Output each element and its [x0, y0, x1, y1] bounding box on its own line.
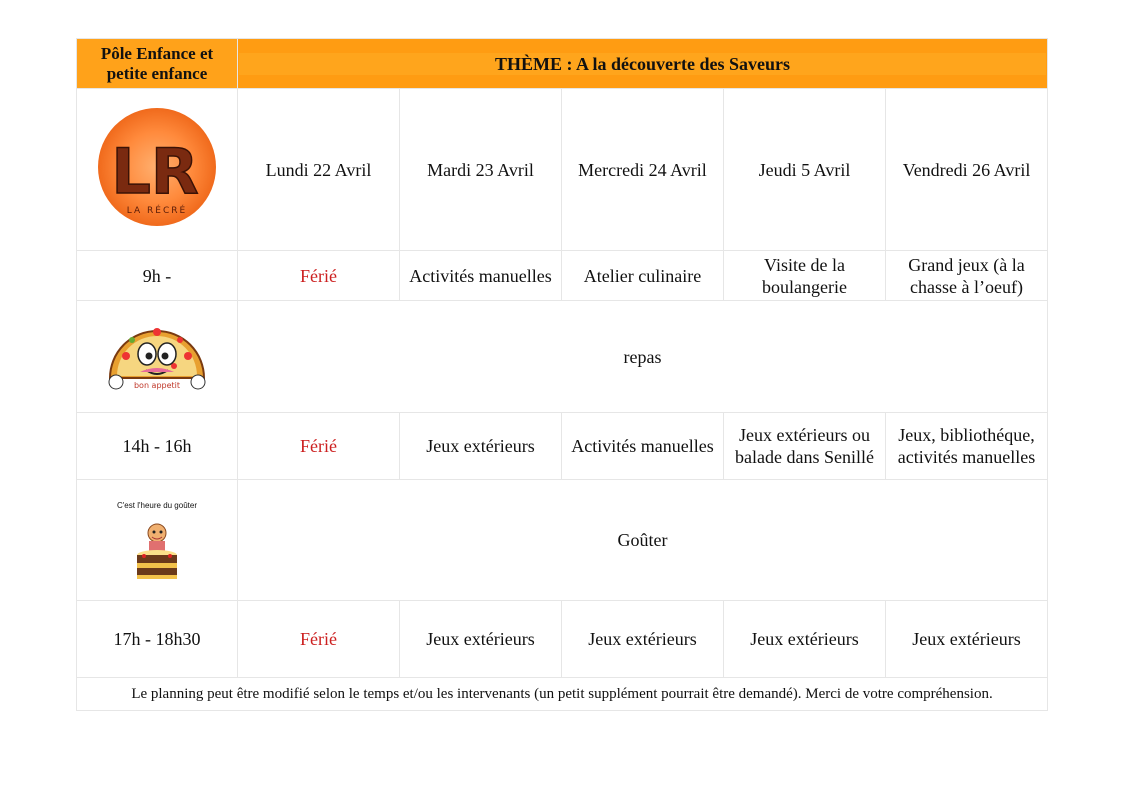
bon-appetit-caption: bon appetit: [133, 381, 181, 390]
lunch-image-cell: [77, 301, 238, 413]
evening-row: [77, 601, 1048, 678]
logo-cell: [77, 89, 238, 251]
footer-note: Le planning peut être modifié selon le temps et/ou les intervenants (un petit supplément pourrait être demandé). Merci de votre compréhension.: [77, 678, 1048, 711]
activity-cell: Jeux extérieurs: [886, 601, 1048, 678]
activity-cell: Jeux extérieurs: [562, 601, 724, 678]
activity-cell: Activités manuelles: [400, 251, 562, 301]
planning-table: [76, 38, 1048, 711]
activity-cell: Jeux extérieurs: [724, 601, 886, 678]
activity-cell: Visite de la boulangerie: [724, 251, 886, 301]
day-header: Vendredi 26 Avril: [886, 89, 1048, 251]
pizza-face-icon: [102, 316, 212, 392]
la-recre-logo: [97, 105, 217, 229]
activity-cell: Jeux extérieurs ou balade dans Senillé: [724, 413, 886, 480]
activity-cell: Activités manuelles: [562, 413, 724, 480]
time-slot: 17h - 18h30: [77, 601, 238, 678]
lunch-row: [77, 301, 1048, 413]
header-row: [77, 39, 1048, 89]
activity-cell: Jeux, bibliothéque, activités manuelles: [886, 413, 1048, 480]
morning-row: [77, 251, 1048, 301]
snack-row: [77, 480, 1048, 601]
time-slot: 9h -: [77, 251, 238, 301]
days-row: [77, 89, 1048, 251]
activity-cell: Jeux extérieurs: [400, 601, 562, 678]
day-header: Mercredi 24 Avril: [562, 89, 724, 251]
theme-cell: [238, 39, 1048, 89]
snack-image-cell: [77, 480, 238, 601]
day-header: Jeudi 5 Avril: [724, 89, 886, 251]
activity-cell: Férié: [238, 601, 400, 678]
organization-line-1: Pôle Enfance et: [100, 43, 214, 63]
theme-title: THÈME : A la découverte des Saveurs: [239, 53, 1046, 75]
activity-cell: Grand jeux (à la chasse à l’oeuf): [886, 251, 1048, 301]
activity-cell: Férié: [238, 413, 400, 480]
cake-icon: [134, 519, 180, 581]
lunch-label: repas: [238, 301, 1048, 413]
afternoon-row: [77, 413, 1048, 480]
day-header: Mardi 23 Avril: [400, 89, 562, 251]
day-header: Lundi 22 Avril: [238, 89, 400, 251]
time-slot: 14h - 16h: [77, 413, 238, 480]
activity-cell: Jeux extérieurs: [400, 413, 562, 480]
logo-subtitle: LA RÉCRÉ: [126, 206, 188, 216]
logo-letters: LR: [111, 135, 199, 208]
organization-cell: [77, 39, 238, 89]
organization-line-2: petite enfance: [106, 63, 208, 83]
activity-cell: Férié: [238, 251, 400, 301]
activity-cell: Atelier culinaire: [562, 251, 724, 301]
footer-row: [77, 678, 1048, 711]
snack-label: Goûter: [238, 480, 1048, 601]
snack-image-caption: C'est l'heure du goûter: [117, 500, 197, 510]
